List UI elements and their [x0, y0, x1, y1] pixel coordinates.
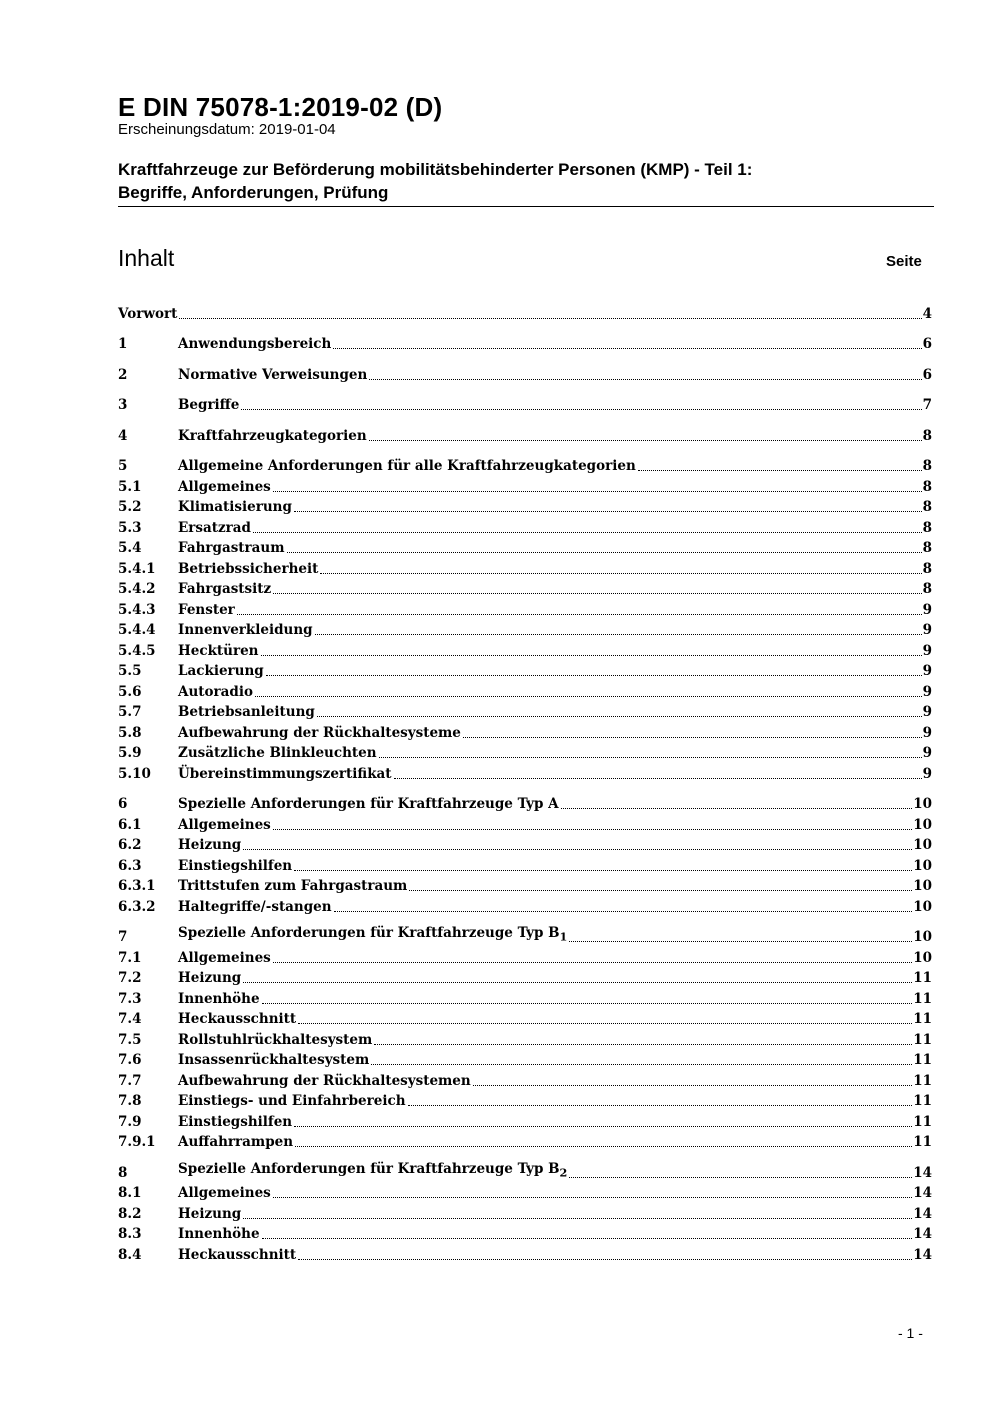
toc-entry-subscript: 1 [559, 930, 568, 944]
toc-entry-page: 8 [922, 499, 932, 515]
toc-entry-number: 6.3.2 [118, 898, 156, 915]
toc-entry-label-text: Heizung [178, 1205, 242, 1222]
toc-entry-number: 7.3 [118, 990, 142, 1007]
toc-entry-number: 6.3.1 [118, 878, 156, 894]
toc-entry[interactable] [118, 1223, 932, 1244]
toc-dot-leader [243, 849, 912, 850]
toc-entry-label [178, 1185, 271, 1202]
toc-entry-page: 14 [913, 1205, 932, 1222]
toc-entry-page: 10 [913, 816, 932, 833]
toc-dot-leader [569, 1177, 912, 1178]
toc-dot-leader [273, 962, 912, 963]
toc-entry-label [178, 684, 253, 701]
toc-entry-page: 10 [913, 837, 932, 853]
toc-dot-leader [333, 348, 921, 349]
toc-entry-number: 7.9.1 [118, 1134, 156, 1150]
toc-entry-page: 9 [922, 683, 932, 700]
toc-entry-label [178, 643, 259, 660]
toc-entry-label [178, 1052, 369, 1069]
toc-entry[interactable] [118, 946, 932, 967]
toc-entry[interactable] [118, 742, 932, 763]
toc-dot-leader [266, 675, 922, 676]
toc-entry[interactable] [118, 394, 932, 415]
toc-entry[interactable] [118, 793, 932, 814]
toc-entry-label [178, 397, 239, 414]
toc-dot-leader [241, 409, 921, 410]
toc-entry-label-text: Spezielle Anforderungen für Kraftfahrzeuge Typ B [178, 925, 560, 942]
toc-dot-leader [569, 941, 912, 942]
toc-entry[interactable] [118, 660, 932, 681]
toc-entry[interactable] [118, 1008, 932, 1029]
toc-entry-label-text: Begriffe [178, 397, 240, 413]
toc-entry[interactable] [118, 1131, 932, 1152]
toc-entry-number: 6.3 [118, 857, 142, 874]
toc-entry-label [178, 796, 559, 813]
toc-entry-label-text: Übereinstimmungszertifikat [178, 765, 392, 782]
toc-dot-leader [371, 1064, 912, 1065]
subject-line-2: Begriffe, Anforderungen, Prüfung [118, 183, 389, 202]
toc-dot-leader [298, 1023, 912, 1024]
toc-dot-leader [287, 552, 922, 553]
toc-entry-number: 7.7 [118, 1072, 142, 1089]
toc-dot-leader [294, 1126, 912, 1127]
toc-entry-label [178, 858, 292, 875]
toc-entry-number: 8 [118, 1164, 128, 1181]
toc-entry-label-text: Allgemeine Anforderungen für alle Kraftfahrzeugkategorien [178, 458, 636, 474]
toc-dot-leader [262, 1003, 913, 1004]
toc-entry-label [178, 428, 367, 445]
toc-dot-leader [294, 511, 922, 512]
toc-entry[interactable] [118, 537, 932, 558]
toc-entry-page: 14 [913, 1226, 932, 1242]
toc-entry-label [178, 1073, 471, 1090]
toc-entry-label [178, 878, 407, 895]
toc-entry-number: 6.1 [118, 816, 142, 833]
toc-entry-label-text: Innenverkleidung [178, 622, 313, 638]
toc-dot-leader [317, 716, 922, 717]
toc-dot-leader [394, 778, 922, 779]
toc-entry-page: 9 [922, 642, 932, 659]
toc-entry-label-text: Allgemeines [178, 949, 271, 966]
toc-dot-leader [243, 982, 912, 983]
toc-entry[interactable] [118, 1110, 932, 1131]
toc-entry[interactable] [118, 496, 932, 517]
toc-entry-number: 2 [118, 366, 128, 383]
toc-entry-number: 5 [118, 458, 128, 474]
toc-entry-number: 7.4 [118, 1011, 142, 1027]
toc-entry-number: 3 [118, 397, 128, 413]
toc-entry[interactable] [118, 455, 932, 476]
toc-entry-number: 5.9 [118, 745, 142, 761]
toc-entry-page: 7 [922, 397, 932, 413]
toc-entry-label [178, 622, 313, 639]
toc-entry-label-text: Allgemeines [178, 478, 271, 495]
toc-entry[interactable] [118, 1049, 932, 1070]
toc-entry-number: 1 [118, 336, 128, 352]
toc-dot-leader [369, 379, 921, 380]
toc-entry-label-text: Betriebssicherheit [178, 560, 319, 577]
toc-dot-leader [409, 890, 912, 891]
toc-entry[interactable] [118, 598, 932, 619]
toc-entry-page: 8 [922, 427, 932, 444]
toc-entry[interactable] [118, 333, 932, 354]
toc-entry-page: 9 [922, 663, 932, 679]
toc-entry-label [178, 837, 241, 854]
toc-entry[interactable] [118, 967, 932, 988]
toc-entry-page: 8 [922, 478, 932, 495]
toc-entry[interactable] [118, 1243, 932, 1264]
toc-entry-label [178, 1134, 293, 1151]
toc-entry-label-text: Innenhöhe [178, 990, 260, 1007]
page-column-label: Seite [886, 253, 922, 270]
toc-entry-page: 10 [913, 857, 932, 874]
toc-entry-page: 8 [922, 519, 932, 536]
toc-entry-label-text: Spezielle Anforderungen für Kraftfahrzeuge Typ B [178, 1160, 560, 1177]
toc-entry-label-text: Hecktüren [178, 642, 259, 659]
toc-entry-label [178, 704, 315, 721]
toc-entry[interactable] [118, 1161, 932, 1182]
toc-entry-label-text: Einstiegshilfen [178, 857, 293, 874]
toc-entry-page: 8 [922, 540, 932, 556]
toc-entry-page: 11 [913, 1011, 932, 1027]
toc-entry-label [178, 1093, 406, 1110]
toc-entry-label-text: Heizung [178, 837, 242, 853]
toc-entry-page: 9 [922, 745, 932, 761]
toc-entry[interactable] [118, 1069, 932, 1090]
toc-entry-label [178, 581, 271, 598]
toc-entry-number: 5.10 [118, 765, 151, 782]
toc-entry-label [178, 1247, 296, 1264]
toc-entry[interactable] [118, 302, 932, 323]
toc-entry-label-text: Insassenrückhaltesystem [178, 1052, 370, 1068]
toc-entry-label [178, 991, 260, 1008]
toc-entry-label [178, 899, 332, 916]
toc-entry-label [178, 458, 636, 475]
toc-entry-label-text: Trittstufen zum Fahrgastraum [178, 878, 408, 894]
toc-entry-number: 5.2 [118, 499, 142, 515]
toc-entry-label-text: Einstiegs- und Einfahrbereich [178, 1093, 406, 1109]
toc-dot-leader [253, 532, 922, 533]
toc-entry-number: 7.8 [118, 1093, 142, 1109]
toc-dot-leader [261, 655, 922, 656]
toc-dot-leader [295, 1146, 912, 1147]
toc-entry-number: 4 [118, 427, 128, 444]
toc-entry-page: 10 [913, 796, 932, 812]
toc-entry[interactable] [118, 1202, 932, 1223]
toc-entry[interactable] [118, 363, 932, 384]
toc-entry-page: 14 [913, 1164, 932, 1181]
toc-entry-label [178, 336, 331, 353]
toc-entry-label-text: Ersatzrad [178, 519, 251, 536]
toc-entry-label [178, 1161, 567, 1182]
toc-entry-number: 5.4.3 [118, 601, 156, 618]
toc-entry-number: 5.6 [118, 683, 142, 700]
toc-entry[interactable] [118, 834, 932, 855]
toc-entry-label-text: Kraftfahrzeugkategorien [178, 427, 367, 444]
toc-entry-page: 6 [922, 336, 932, 352]
toc-entry-page: 8 [922, 560, 932, 577]
document-subject [118, 158, 938, 204]
toc-entry-label-text: Rollstuhlrückhaltesystem [178, 1031, 373, 1048]
toc-entry[interactable] [118, 895, 932, 916]
toc-entry[interactable] [118, 721, 932, 742]
toc-dot-leader [561, 808, 913, 809]
toc-entry[interactable] [118, 701, 932, 722]
toc-heading: Inhalt [118, 245, 175, 271]
toc-entry-label-text: Fenster [178, 601, 235, 618]
toc-entry-label-text: Allgemeines [178, 816, 271, 833]
toc-entry-label [178, 561, 318, 578]
toc-entry-page: 11 [913, 1031, 932, 1048]
toc-entry-number: 7.1 [118, 949, 142, 966]
toc-entry-label [178, 970, 241, 987]
toc-dot-leader [179, 318, 921, 319]
toc-entry[interactable] [118, 1182, 932, 1203]
toc-entry-number: 7 [118, 929, 128, 945]
toc-entry[interactable] [118, 762, 932, 783]
toc-dot-leader [463, 737, 922, 738]
toc-dot-leader [273, 593, 921, 594]
toc-entry-label [178, 745, 377, 762]
toc-entry-label [178, 1032, 372, 1049]
toc-entry[interactable] [118, 639, 932, 660]
toc-entry-label [178, 725, 461, 742]
toc-entry[interactable] [118, 475, 932, 496]
toc-entry[interactable] [118, 926, 932, 947]
toc-dot-leader [473, 1085, 912, 1086]
toc-entry-number: 7.5 [118, 1031, 142, 1048]
toc-dot-leader [374, 1044, 912, 1045]
toc-entry[interactable] [118, 424, 932, 445]
toc-dot-leader [408, 1105, 913, 1106]
header-rule [118, 206, 934, 207]
toc-entry-page: 10 [913, 878, 932, 894]
toc-entry-label-text: Autoradio [178, 683, 253, 700]
toc-entry-page: 11 [913, 990, 932, 1007]
toc-entry-number: 5.4.2 [118, 581, 156, 597]
toc-entry[interactable] [118, 987, 932, 1008]
toc-entry-label-text: Vorwort [118, 305, 178, 322]
toc-entry-number: 6.2 [118, 837, 142, 853]
toc-entry-label [178, 1011, 296, 1028]
page-number: - 1 - [898, 1325, 923, 1341]
toc-entry-page: 11 [913, 970, 932, 986]
toc-entry-label [178, 766, 392, 783]
toc-entry-subscript: 2 [559, 1165, 568, 1180]
toc-dot-leader [255, 696, 922, 697]
toc-entry[interactable] [118, 1090, 932, 1111]
toc-entry-label [178, 540, 285, 557]
toc-entry[interactable] [118, 680, 932, 701]
toc-entry-page: 6 [922, 366, 932, 383]
toc-entry-label [118, 306, 177, 323]
toc-dot-leader [369, 440, 922, 441]
toc-entry-label [178, 925, 567, 946]
toc-dot-leader [273, 1197, 912, 1198]
toc-entry-page: 14 [913, 1185, 932, 1201]
toc-entry-label-text: Heckausschnitt [178, 1011, 297, 1027]
toc-entry-page: 10 [913, 929, 932, 945]
document-title: E DIN 75078-1:2019-02 (D) [118, 92, 443, 122]
toc-entry-number: 5.4 [118, 540, 142, 556]
toc-entry-page: 9 [922, 724, 932, 741]
toc-dot-leader [294, 870, 912, 871]
toc-entry-label-text: Betriebsanleitung [178, 704, 315, 720]
toc-entry-page: 9 [922, 601, 932, 618]
toc-entry-number: 6 [118, 796, 128, 812]
toc-entry-number: 8.2 [118, 1205, 142, 1222]
toc-dot-leader [298, 1259, 912, 1260]
toc-entry[interactable] [118, 1028, 932, 1049]
toc-entry-label-text: Heckausschnitt [178, 1246, 297, 1263]
toc-dot-leader [237, 614, 922, 615]
toc-entry-page: 10 [913, 949, 932, 966]
toc-entry-label [178, 663, 264, 680]
toc-dot-leader [315, 634, 922, 635]
toc-entry-label-text: Einstiegshilfen [178, 1113, 293, 1130]
toc-entry-label-text: Normative Verweisungen [178, 366, 368, 383]
toc-dot-leader [334, 911, 913, 912]
toc-entry[interactable] [118, 619, 932, 640]
toc-entry-label-text: Lackierung [178, 663, 264, 679]
toc-entry-number: 5.4.5 [118, 642, 156, 659]
toc-entry-number: 5.3 [118, 519, 142, 536]
toc-entry[interactable] [118, 854, 932, 875]
toc-entry-label [178, 602, 235, 619]
toc-dot-leader [273, 829, 912, 830]
toc-entry-label-text: Spezielle Anforderungen für Kraftfahrzeuge Typ A [178, 796, 559, 812]
toc-entry-page: 11 [913, 1072, 932, 1089]
toc-entry-label [178, 1226, 260, 1243]
toc-entry-label [178, 817, 271, 834]
toc-entry-page: 11 [913, 1052, 932, 1068]
toc-entry-label-text: Fahrgastsitz [178, 581, 272, 597]
toc-dot-leader [320, 573, 921, 574]
toc-entry-page: 11 [913, 1113, 932, 1130]
toc-entry-number: 5.4.4 [118, 622, 156, 638]
toc-entry[interactable] [118, 875, 932, 896]
subject-line-1: Kraftfahrzeuge zur Beförderung mobilitätsbehinderter Personen (KMP) - Teil 1: [118, 160, 753, 179]
toc-entry-number: 5.4.1 [118, 560, 156, 577]
toc-entry-number: 8.1 [118, 1185, 142, 1201]
toc-entry-label [178, 1206, 241, 1223]
toc-dot-leader [273, 491, 922, 492]
toc-entry-label-text: Heizung [178, 970, 242, 986]
toc-entry-page: 9 [922, 622, 932, 638]
toc-entry-label-text: Innenhöhe [178, 1226, 260, 1242]
toc-entry-label [178, 479, 271, 496]
toc-entry-number: 7.6 [118, 1052, 142, 1068]
toc-entry-label [178, 367, 367, 384]
toc-entry-number: 8.4 [118, 1246, 142, 1263]
toc-dot-leader [638, 470, 922, 471]
table-of-contents [118, 302, 932, 1264]
toc-entry[interactable] [118, 557, 932, 578]
toc-entry-number: 5.7 [118, 704, 142, 720]
toc-entry-label-text: Fahrgastraum [178, 540, 285, 556]
toc-entry-page: 11 [913, 1134, 932, 1150]
toc-entry-label-text: Anwendungsbereich [178, 336, 332, 352]
toc-entry-number: 5.5 [118, 663, 142, 679]
toc-entry-number: 5.8 [118, 724, 142, 741]
toc-entry-page: 10 [913, 898, 932, 915]
toc-entry-label-text: Aufbewahrung der Rückhaltesysteme [178, 724, 461, 741]
publication-date: Erscheinungsdatum: 2019-01-04 [118, 121, 336, 138]
toc-entry-number: 8.3 [118, 1226, 142, 1242]
toc-entry-label-text: Haltegriffe/-stangen [178, 898, 332, 915]
toc-entry-page: 8 [922, 581, 932, 597]
toc-entry-page: 8 [922, 458, 932, 474]
toc-entry[interactable] [118, 516, 932, 537]
toc-entry-label-text: Zusätzliche Blinkleuchten [178, 745, 377, 761]
toc-dot-leader [243, 1218, 912, 1219]
toc-entry-number: 7.2 [118, 970, 142, 986]
toc-entry-label-text: Auffahrrampen [178, 1134, 294, 1150]
toc-entry-label-text: Allgemeines [178, 1185, 271, 1201]
toc-entry-label [178, 520, 251, 537]
toc-entry-page: 11 [913, 1093, 932, 1109]
toc-dot-leader [262, 1238, 913, 1239]
toc-entry-label [178, 950, 271, 967]
toc-entry-page: 14 [913, 1246, 932, 1263]
toc-entry-label [178, 1114, 292, 1131]
toc-entry-number: 5.1 [118, 478, 142, 495]
toc-entry-number: 7.9 [118, 1113, 142, 1130]
toc-entry-page: 4 [922, 305, 932, 322]
toc-entry-page: 9 [922, 765, 932, 782]
toc-entry[interactable] [118, 813, 932, 834]
toc-entry-label-text: Klimatisierung [178, 499, 292, 515]
toc-dot-leader [379, 757, 922, 758]
toc-entry-label-text: Aufbewahrung der Rückhaltesystemen [178, 1072, 471, 1089]
toc-entry-page: 9 [922, 704, 932, 720]
toc-entry[interactable] [118, 578, 932, 599]
toc-entry-label [178, 499, 292, 516]
